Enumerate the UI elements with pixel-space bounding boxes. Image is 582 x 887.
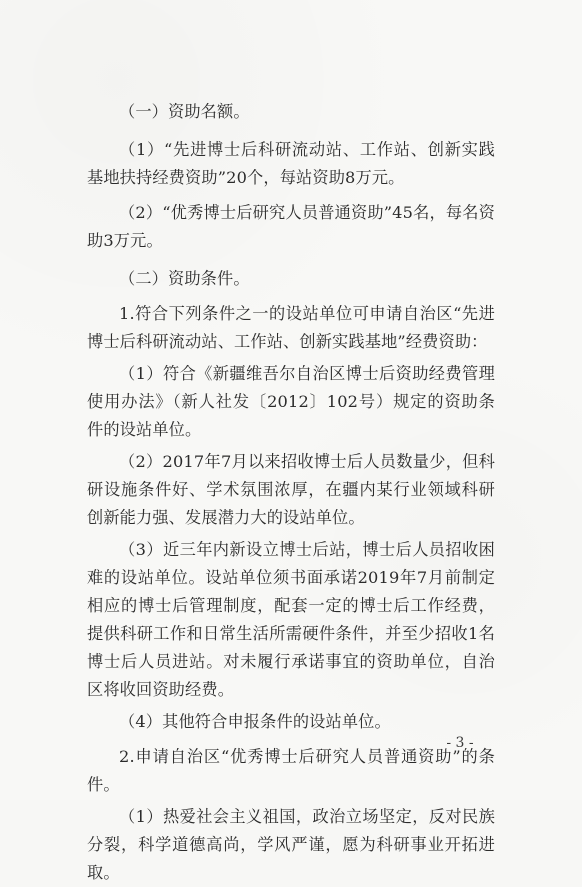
condition-item-3: （3）近三年内新设立博士后站，博士后人员招收困难的设站单位。设站单位须书面承诺2019年7月前制定相应的博士后管理制度，配套一定的博士后工作经费，提供科研工作和日常生活所需硬件条件，并至少招收1名博士后人员进站。对未履行承诺事宜的资助单位，自治区将收回资助经费。	[87, 540, 495, 699]
condition-item-1: （1）符合《新疆维吾尔自治区博士后资助经费管理使用办法》（新人社发〔2012〕102号）规定的资助条件的设站单位。	[87, 364, 495, 439]
quota-item-2: （2）“优秀博士后研究人员普通资助”45名，每名资助3万元。	[87, 203, 495, 250]
subsection-title-quota: （一）资助名额。	[119, 102, 250, 121]
page-number: - 3 -	[446, 735, 474, 751]
quota-item-1: （1）“先进博士后科研流动站、工作站、创新实践基地扶持经费资助”20个，每站资助8万元。	[87, 140, 495, 187]
condition-group-1: 1.符合下列条件之一的设站单位可申请自治区“先进博士后科研流动站、工作站、创新实践基地”经费资助：	[87, 304, 495, 351]
condition-group-2-item-1: （1）热爱社会主义祖国，政治立场坚定，反对民族分裂，科学道德高尚，学风严谨，愿为科研事业开拓进取。	[87, 807, 495, 882]
condition-item-2: （2）2017年7月以来招收博士后人员数量少，但科研设施条件好、学术氛围浓厚，在疆内某行业领域科研创新能力强、发展潜力大的设站单位。	[87, 452, 495, 527]
condition-item-4: （4）其他符合申报条件的设站单位。	[119, 712, 391, 731]
condition-group-2: 2.申请自治区“优秀博士后研究人员普通资助”的条件。	[87, 747, 495, 794]
subsection-title-conditions: （二）资助条件。	[119, 269, 250, 288]
